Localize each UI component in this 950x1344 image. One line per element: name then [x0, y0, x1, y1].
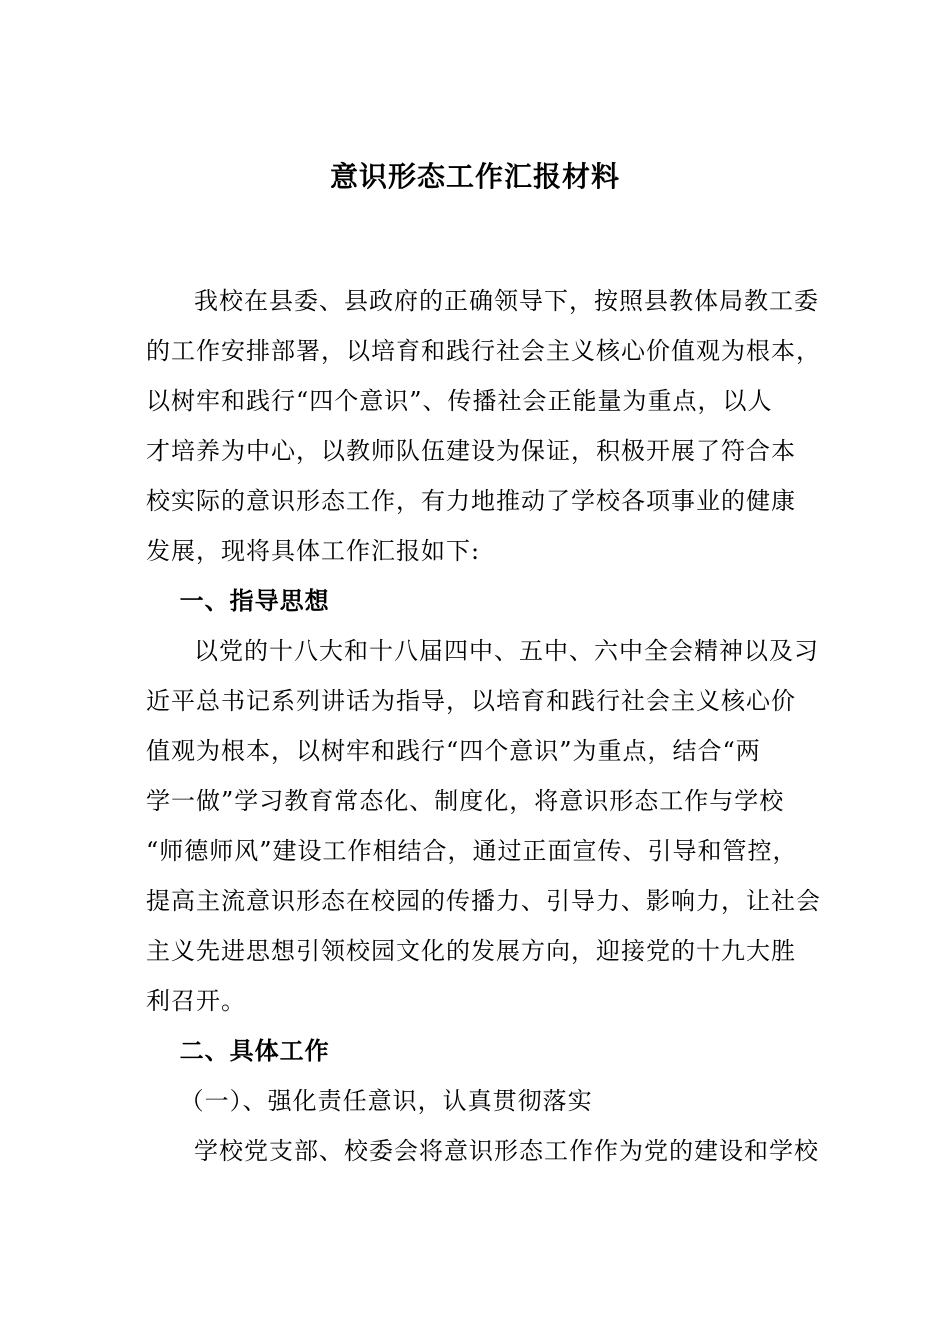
intro-line: 才培养为中心，以教师队伍建设为保证，积极开展了符合本	[146, 437, 796, 465]
subsection-heading: （一）、强化责任意识，认真贯彻落实	[179, 1087, 593, 1115]
paragraph-line: 主义先进思想引领校园文化的发展方向，迎接党的十九大胜	[146, 937, 796, 965]
document-body	[146, 276, 821, 1176]
paragraph-line: “师德师风”建设工作相结合，通过正面宣传、引导和管控，	[146, 837, 798, 865]
guiding-ideology-paragraph	[146, 626, 821, 1026]
intro-line: 校实际的意识形态工作，有力地推动了学校各项事业的健康	[146, 487, 796, 515]
specific-work-paragraph	[146, 1126, 819, 1176]
paragraph-line: 学校党支部、校委会将意识形态工作作为党的建设和学校	[194, 1137, 819, 1165]
section-heading-specific-work: 二、具体工作	[179, 1037, 330, 1065]
intro-line: 我校在县委、县政府的正确领导下，按照县教体局教工委	[194, 287, 819, 315]
intro-line: 发展，现将具体工作汇报如下:	[146, 537, 481, 565]
section-heading-guiding-ideology: 一、指导思想	[179, 587, 330, 615]
paragraph-line: 学一做”学习教育常态化、制度化，将意识形态工作与学校	[146, 787, 785, 815]
paragraph-line: 利召开。	[146, 987, 246, 1015]
intro-paragraph	[146, 276, 821, 576]
paragraph-line: 近平总书记系列讲话为指导，以培育和践行社会主义核心价	[146, 687, 796, 715]
document-title: 意识形态工作汇报材料	[329, 160, 620, 193]
paragraph-line: 值观为根本，以树牢和践行“四个意识”为重点，结合“两	[146, 737, 761, 765]
intro-line: 以树牢和践行“四个意识”、传播社会正能量为重点，以人	[146, 387, 773, 415]
intro-line: 的工作安排部署，以培育和践行社会主义核心价值观为根本，	[146, 337, 821, 365]
paragraph-line: 以党的十八大和十八届四中、五中、六中全会精神以及习	[194, 637, 819, 665]
paragraph-line: 提高主流意识形态在校园的传播力、引导力、影响力，让社会	[146, 887, 821, 915]
